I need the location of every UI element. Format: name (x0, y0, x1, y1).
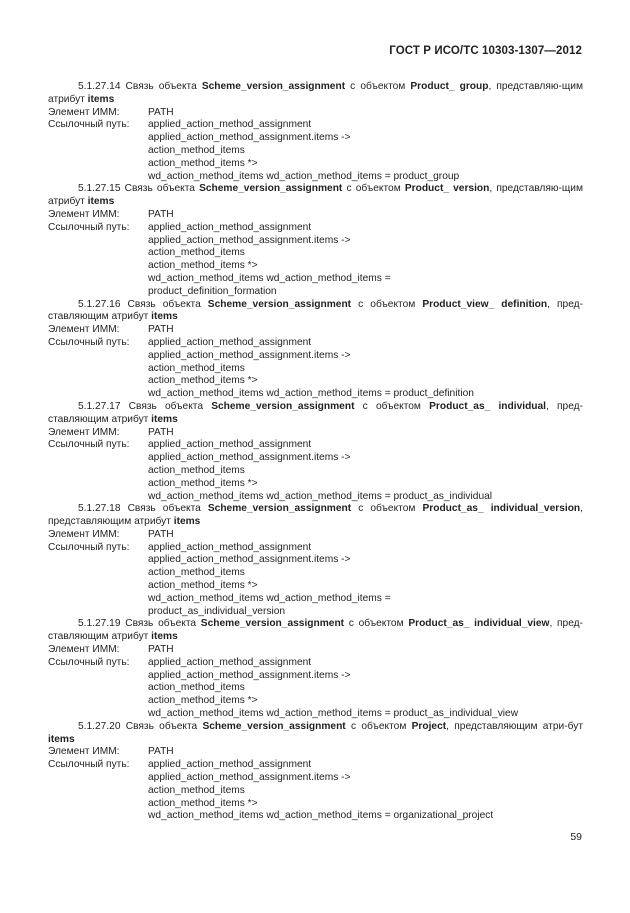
bold-term: items (87, 196, 115, 208)
heading-text: с объектом (345, 720, 412, 732)
element-label: Элемент ИММ: (48, 106, 120, 118)
path-line: action_method_items (148, 784, 245, 796)
path-line: action_method_items *> (148, 797, 258, 809)
element-label: Элемент ИММ: (48, 644, 120, 656)
heading-text: , пред-ставляющим атрибут (48, 400, 583, 425)
document-body (48, 81, 583, 823)
path-line: applied_action_method_assignment (148, 439, 312, 451)
path-row (48, 119, 583, 183)
path-line: applied_action_method_assignment.items -> (148, 349, 351, 361)
path-line: applied_action_method_assignment.items -> (148, 234, 351, 246)
heading-text: , представляющим атрибут (48, 503, 583, 528)
path-lines (148, 759, 583, 823)
bold-term: items (173, 516, 201, 528)
path-label: Ссылочный путь: (48, 336, 130, 348)
path-line: wd_action_method_items wd_action_method_items = product_as_individual_view (148, 708, 519, 720)
path-row (48, 337, 583, 401)
element-value: PATH (148, 324, 174, 336)
element-value: PATH (148, 208, 174, 220)
path-line: action_method_items (148, 567, 245, 579)
path-lines (148, 222, 583, 299)
section-heading (48, 618, 583, 644)
path-line: applied_action_method_assignment.items -> (148, 669, 351, 681)
path-line: action_method_items (148, 464, 245, 476)
heading-text: 5.1.27.20 Связь объекта (78, 720, 203, 732)
element-value: PATH (148, 644, 174, 656)
path-line: wd_action_method_items wd_action_method_items = product_group (148, 170, 460, 182)
bold-term: Product_view_ definition (422, 298, 548, 310)
path-row (48, 222, 583, 299)
path-lines (148, 657, 583, 721)
path-lines (148, 337, 583, 401)
path-line: applied_action_method_assignment.items -> (148, 554, 351, 566)
heading-text: с объектом (342, 183, 405, 195)
path-line: applied_action_method_assignment.items -> (148, 132, 351, 144)
element-row (48, 209, 583, 222)
path-line: action_method_items (148, 682, 245, 694)
path-line: applied_action_method_assignment (148, 759, 312, 771)
path-label: Ссылочный путь: (48, 656, 130, 668)
path-line: action_method_items *> (148, 477, 258, 489)
path-lines (148, 119, 583, 183)
heading-text: , представляю-щим атрибут (48, 183, 583, 208)
path-line: action_method_items (148, 144, 245, 156)
path-line: action_method_items *> (148, 375, 258, 387)
section-heading (48, 81, 583, 107)
element-label: Элемент ИММ: (48, 426, 120, 438)
bold-term: Product_as_ individual_view (408, 618, 550, 630)
path-line: product_definition_formation (148, 285, 277, 297)
heading-text: с объектом (344, 618, 409, 630)
path-line: applied_action_method_assignment (148, 656, 312, 668)
bold-term: items (151, 311, 178, 323)
heading-text: , представляю-щим атрибут (48, 81, 583, 105)
element-value: PATH (148, 426, 174, 438)
element-row (48, 746, 583, 759)
document-header: ГОСТ Р ИСО/ТС 10303-1307—2012 (389, 45, 582, 57)
bold-term: Scheme_version_assignment (199, 183, 343, 195)
bold-term: items (151, 413, 178, 425)
bold-term: items (87, 93, 115, 105)
element-label: Элемент ИММ: (48, 746, 120, 758)
path-line: action_method_items (148, 362, 245, 374)
path-row (48, 759, 583, 823)
section-heading (48, 183, 583, 209)
heading-text: 5.1.27.14 Связь объекта (78, 81, 202, 92)
element-row (48, 529, 583, 542)
bold-term: Product_ group (410, 81, 489, 92)
path-line: wd_action_method_items wd_action_method_items = (148, 272, 391, 284)
bold-term: Product_ version (404, 183, 490, 195)
bold-term: Scheme_version_assignment (207, 503, 352, 515)
path-line: applied_action_method_assignment (148, 221, 312, 233)
bold-term: items (151, 631, 178, 643)
heading-text: 5.1.27.19 Связь объекта (78, 618, 201, 630)
page-number: 59 (570, 831, 582, 843)
path-label: Ссылочный путь: (48, 439, 130, 451)
heading-text: с объектом (351, 503, 423, 515)
section-heading (48, 401, 583, 427)
bold-term: Product_as_ individual_version (422, 503, 581, 515)
heading-text: , представляющим атри-бут (446, 720, 583, 732)
heading-text: 5.1.27.17 Связь объекта (78, 400, 212, 412)
heading-text: с объектом (351, 298, 423, 310)
path-line: action_method_items *> (148, 695, 258, 707)
bold-term: Scheme_version_assignment (202, 720, 346, 732)
path-line: applied_action_method_assignment.items -> (148, 772, 351, 784)
section-heading (48, 721, 583, 747)
path-label: Ссылочный путь: (48, 221, 130, 233)
heading-text: , пред-ставляющим атрибут (48, 298, 583, 323)
bold-term: Scheme_version_assignment (207, 298, 352, 310)
path-line: wd_action_method_items wd_action_method_items = (148, 592, 391, 604)
path-line: applied_action_method_assignment (148, 119, 312, 131)
heading-text: , пред-ставляющим атрибут (48, 618, 583, 643)
path-line: wd_action_method_items wd_action_method_items = organizational_project (148, 810, 494, 822)
path-row (48, 439, 583, 503)
path-label: Ссылочный путь: (48, 759, 130, 771)
path-lines (148, 542, 583, 619)
heading-text: 5.1.27.15 Связь объекта (78, 183, 200, 195)
path-line: wd_action_method_items wd_action_method_items = product_definition (148, 388, 474, 400)
section-heading (48, 299, 583, 325)
path-line: action_method_items (148, 247, 245, 259)
path-line: applied_action_method_assignment (148, 336, 312, 348)
bold-term: Product_as_ individual (429, 400, 547, 412)
path-line: product_as_individual_version (148, 605, 286, 617)
element-label: Элемент ИММ: (48, 208, 120, 220)
element-value: PATH (148, 528, 174, 540)
path-line: action_method_items *> (148, 580, 258, 592)
path-line: wd_action_method_items wd_action_method_items = product_as_individual (148, 490, 493, 502)
path-row (48, 657, 583, 721)
element-row (48, 324, 583, 337)
heading-text: с объектом (354, 400, 430, 412)
bold-term: Project (411, 720, 447, 732)
element-value: PATH (148, 746, 174, 758)
path-lines (148, 439, 583, 503)
heading-text: 5.1.27.18 Связь объекта (78, 503, 208, 515)
bold-term: Scheme_version_assignment (200, 618, 345, 630)
element-row (48, 427, 583, 440)
element-value: PATH (148, 106, 174, 118)
section-heading (48, 503, 583, 529)
path-line: action_method_items *> (148, 157, 258, 169)
path-line: applied_action_method_assignment.items -> (148, 452, 351, 464)
element-row (48, 644, 583, 657)
heading-text: с объектом (345, 81, 411, 92)
element-row (48, 107, 583, 120)
heading-text: 5.1.27.16 Связь объекта (78, 298, 208, 310)
element-label: Элемент ИММ: (48, 324, 120, 336)
path-label: Ссылочный путь: (48, 541, 130, 553)
path-label: Ссылочный путь: (48, 119, 130, 131)
bold-term: Scheme_version_assignment (211, 400, 355, 412)
path-row (48, 542, 583, 619)
element-label: Элемент ИММ: (48, 528, 120, 540)
path-line: applied_action_method_assignment (148, 541, 312, 553)
bold-term: items (48, 733, 75, 745)
bold-term: Scheme_version_assignment (201, 81, 346, 92)
path-line: action_method_items *> (148, 260, 258, 272)
